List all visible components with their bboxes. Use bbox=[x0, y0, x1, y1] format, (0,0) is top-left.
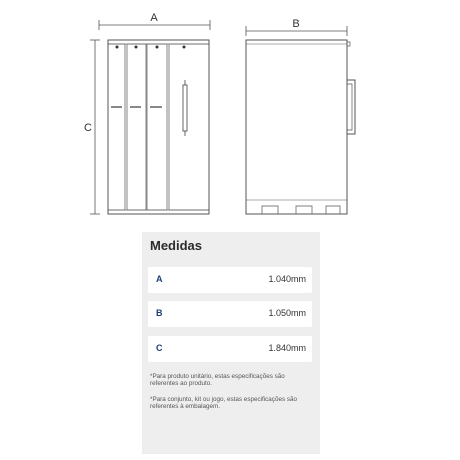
dimension-c-label: C bbox=[84, 122, 92, 134]
measurement-value: 1.050mm bbox=[268, 308, 306, 318]
measurements-panel bbox=[142, 232, 320, 454]
measurement-value: 1.040mm bbox=[268, 274, 306, 284]
measurement-row-a bbox=[148, 267, 312, 293]
measurement-label: A bbox=[156, 274, 163, 284]
dimension-a-label: A bbox=[150, 12, 158, 24]
side-view bbox=[246, 40, 355, 214]
note-kit-packaging: *Para conjunto, kit ou jogo, estas especificações são referentes à embalagem. bbox=[150, 396, 298, 411]
front-view bbox=[108, 40, 209, 214]
measurement-row-c bbox=[148, 336, 312, 362]
measurements-title: Medidas bbox=[150, 238, 203, 253]
measurement-label: B bbox=[156, 308, 163, 318]
measurement-row-b bbox=[148, 301, 312, 327]
measurement-label: C bbox=[156, 343, 163, 353]
note-unit-product: *Para produto unitário, estas especificações são referentes ao produto. bbox=[150, 373, 285, 388]
measurement-value: 1.840mm bbox=[268, 343, 306, 353]
technical-drawing bbox=[0, 0, 460, 228]
door-locks bbox=[116, 46, 186, 49]
dimension-b-label: B bbox=[292, 18, 300, 30]
